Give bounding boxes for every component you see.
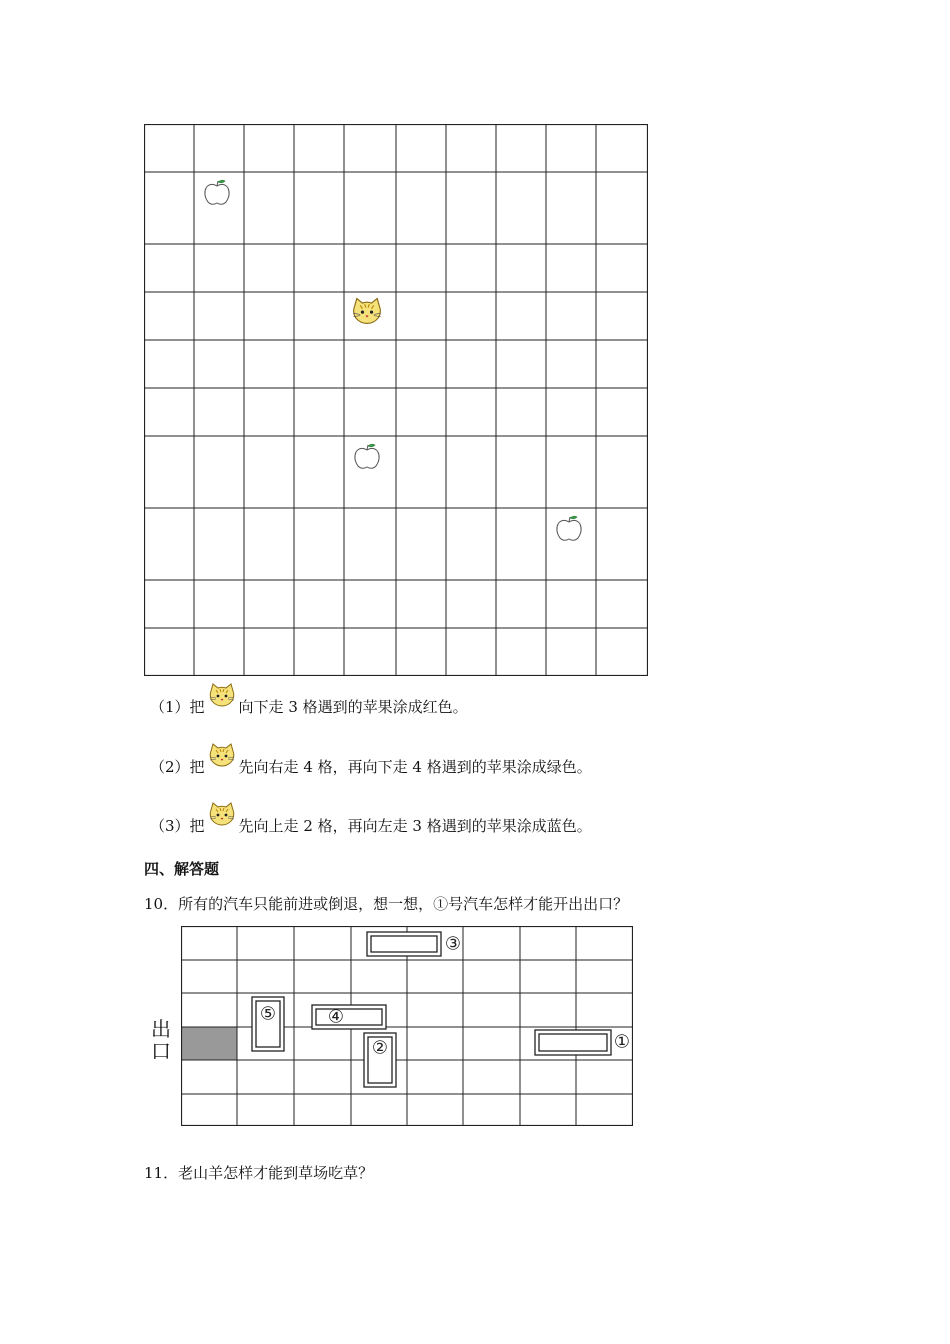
question-3	[150, 811, 592, 837]
section-title: 四、解答题	[144, 860, 220, 878]
car-4	[364, 1033, 396, 1087]
car-label: ⑤	[259, 1003, 277, 1025]
question-1	[150, 692, 468, 718]
position-grid	[144, 124, 648, 676]
problem-11: 11．老山羊怎样才能到草场吃草？	[144, 1164, 374, 1182]
car-label: ①	[613, 1031, 631, 1053]
position-grid-svg	[144, 124, 648, 676]
question-2-text: 先向右走 4 格，再向下走 4 格遇到的苹果涂成绿色。	[238, 758, 592, 776]
car-3	[312, 1005, 386, 1029]
car-label: ④	[327, 1006, 345, 1028]
cat-icon	[207, 682, 237, 708]
car-1	[367, 932, 461, 956]
question-2	[150, 752, 592, 778]
cat-icon	[353, 299, 380, 324]
car-5	[535, 1030, 630, 1055]
cat-icon	[207, 742, 237, 768]
question-2-number: （2）把	[150, 758, 205, 776]
exit-label: 出口	[151, 1017, 171, 1063]
cat-icon	[207, 801, 237, 827]
car-label: ②	[371, 1037, 389, 1059]
car-label: ③	[444, 933, 462, 955]
apple-icon	[557, 516, 581, 540]
parking-grid	[181, 926, 633, 1126]
parking-grid-svg	[181, 926, 633, 1126]
question-3-text: 先向上走 2 格，再向左走 3 格遇到的苹果涂成蓝色。	[238, 817, 592, 835]
apple-icon	[355, 444, 379, 468]
question-1-text: 向下走 3 格遇到的苹果涂成红色。	[238, 698, 468, 716]
apple-icon	[205, 180, 229, 204]
exit-cell	[181, 1027, 237, 1060]
question-1-number: （1）把	[150, 698, 205, 716]
car-2	[252, 997, 284, 1051]
question-3-number: （3）把	[150, 817, 205, 835]
problem-10: 10．所有的汽车只能前进或倒退，想一想，①号汽车怎样才能开出出口？	[144, 895, 629, 913]
